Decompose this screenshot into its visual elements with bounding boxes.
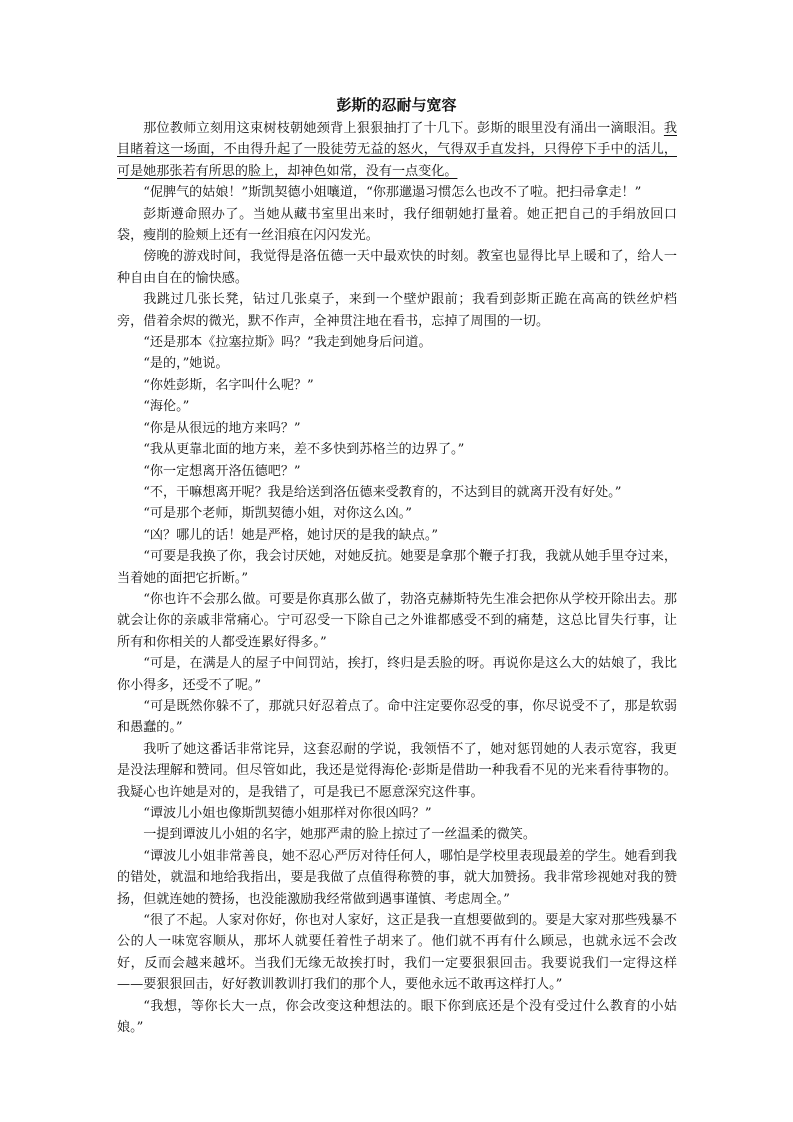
paragraph-text: “海伦。” [143, 399, 190, 415]
paragraph-text: “很了不起。人家对你好，你也对人家好，这正是我一直想要做到的。要是大家对那些残暴不公的人一味宽容顺从，那坏人就要任着性子胡来了。他们就不再有什么顾忌，也就永远不会改好，反而会越来越坏。当我们无缘无故挨打时，我们一定要狠狠回击。我要说我们一定得这样——要狠狠回击，好好教训教训打我们的那个人，要他永远不敢再这样打人。” [117, 913, 677, 993]
paragraph [117, 418, 677, 439]
paragraph [117, 439, 677, 460]
paragraph-text: “可是，在满是人的屋子中间罚站，挨打，终归是丢脸的呀。再说你是这么大的姑娘了，我比你小得多，还受不了呢。” [117, 656, 677, 693]
paragraph-text: “你也许不会那么做。可要是你真那么做了，勃洛克赫斯特先生准会把你从学校开除出去。那就会让你的亲戚非常痛心。宁可忍受一下除自己之外谁都感受不到的痛楚，这总比冒失行事，让所有和你相关的人都受连累好得多。” [117, 591, 677, 650]
paragraph [117, 353, 677, 374]
paragraph-text: “你姓彭斯，名字叫什么呢？” [143, 377, 314, 393]
paragraph-text: 彭斯遵命照办了。当她从藏书室里出来时，我仔细朝她打量着。她正把自己的手绢放回口袋，瘦削的脸颊上还有一丝泪痕在闪闪发光。 [117, 206, 677, 244]
paragraph-text: “可是既然你躲不了，那就只好忍着点了。命中注定要你忍受的事，你尽说受不了，那是软弱和愚蠢的。” [117, 698, 677, 736]
paragraph-text: “可是那个老师，斯凯契德小姐，对你这么凶。” [143, 506, 412, 522]
paragraph-text: “你是从很远的地方来吗？” [143, 420, 301, 436]
paragraph [117, 696, 677, 739]
paragraph-text: 一提到谭波儿小姐的名字，她那严肃的脸上掠过了一丝温柔的微笑。 [143, 827, 536, 843]
paragraph-text: “凶？哪儿的话！她是严格，她讨厌的是我的缺点。” [143, 527, 439, 543]
document-body [117, 118, 677, 1038]
paragraph-text: “伲脾气的姑娘！”斯凯契德小姐嚷道，“你那邋遢习惯怎么也改不了啦。把扫帚拿走！” [143, 185, 642, 201]
paragraph [117, 204, 677, 247]
paragraph [117, 182, 677, 203]
paragraph [117, 289, 677, 332]
paragraph-text: “我从更靠北面的地方来，差不多快到苏格兰的边界了。” [143, 442, 465, 458]
paragraph [117, 824, 677, 845]
paragraph [117, 846, 677, 910]
paragraph-text: “是的，”她说。 [143, 356, 229, 372]
paragraph [117, 396, 677, 417]
paragraph-text: 那位教师立刻用这束树枝朝她颈背上狠狠抽打了十几下。彭斯的眼里没有涌出一滴眼泪。 [143, 121, 664, 136]
paragraph-text: 傍晚的游戏时间，我觉得是洛伍德一天中最欢快的时刻。教室也显得比早上暖和了，给人一种自由自在的愉快感。 [117, 249, 677, 286]
paragraph [117, 910, 677, 996]
paragraph [117, 503, 677, 524]
paragraph [117, 482, 677, 503]
paragraph [117, 332, 677, 353]
document-title: 彭斯的忍耐与宽容 [336, 96, 457, 114]
paragraph-text: “可要是我换了你，我会讨厌她，对她反抗。她要是拿那个鞭子打我，我就从她手里夺过来，当着她的面把它折断。” [117, 549, 677, 586]
paragraph [117, 375, 677, 396]
paragraph [117, 589, 677, 653]
paragraph-text: 我听了她这番话非常诧异，这套忍耐的学说，我领悟不了，她对惩罚她的人表示宽容，我更是没法理解和赞同。但尽管如此，我还是觉得海伦·彭斯是借助一种我看不见的光来看待事物的。我疑心也许她是对的，是我错了，可是我已不愿意深究这件事。 [117, 741, 677, 800]
paragraph-text: “谭波儿小姐非常善良，她不忍心严厉对待任何人，哪怕是学校里表现最差的学生。她看到我的错处，就温和地给我指出，要是我做了点值得称赞的事，就大加赞扬。我非常珍视她对我的赞扬，但就连她的赞扬，也没能激励我经常做到遇事谨慎、考虑周全。” [117, 848, 677, 907]
paragraph-text: “我想，等你长大一点，你会改变这种想法的。眼下你到底还是个没有受过什么教育的小姑娘。” [117, 998, 677, 1036]
paragraph-text: “还是那本《拉塞拉斯》吗？”我走到她身后问道。 [143, 335, 432, 351]
paragraph [117, 118, 677, 182]
paragraph [117, 803, 677, 824]
paragraph [117, 653, 677, 696]
paragraph [117, 546, 677, 589]
paragraph [117, 739, 677, 803]
paragraph [117, 246, 677, 289]
paragraph-text: 我跳过几张长凳，钻过几张桌子，来到一个壁炉跟前；我看到彭斯正跪在高高的铁丝炉档旁，借着余烬的微光，默不作声，全神贯注地在看书，忘掉了周围的一切。 [117, 292, 677, 329]
paragraph [117, 525, 677, 546]
paragraph [117, 996, 677, 1039]
paragraph [117, 461, 677, 482]
paragraph-text: “你一定想离开洛伍德吧？” [143, 463, 301, 479]
underlined-sentence: 我目睹着这一场面，不由得升起了一股徒劳无益的怒火，气得双手直发抖，只得停下手中的活儿，可是她那张若有所思的脸上，却神色如常，没有一点变化。 [117, 121, 677, 179]
paragraph-text: “谭波儿小姐也像斯凯契德小姐那样对你很凶吗？” [143, 806, 432, 821]
paragraph-text: “不，干嘛想离开呢？我是给送到洛伍德来受教育的，不达到目的就离开没有好处。” [143, 484, 622, 500]
